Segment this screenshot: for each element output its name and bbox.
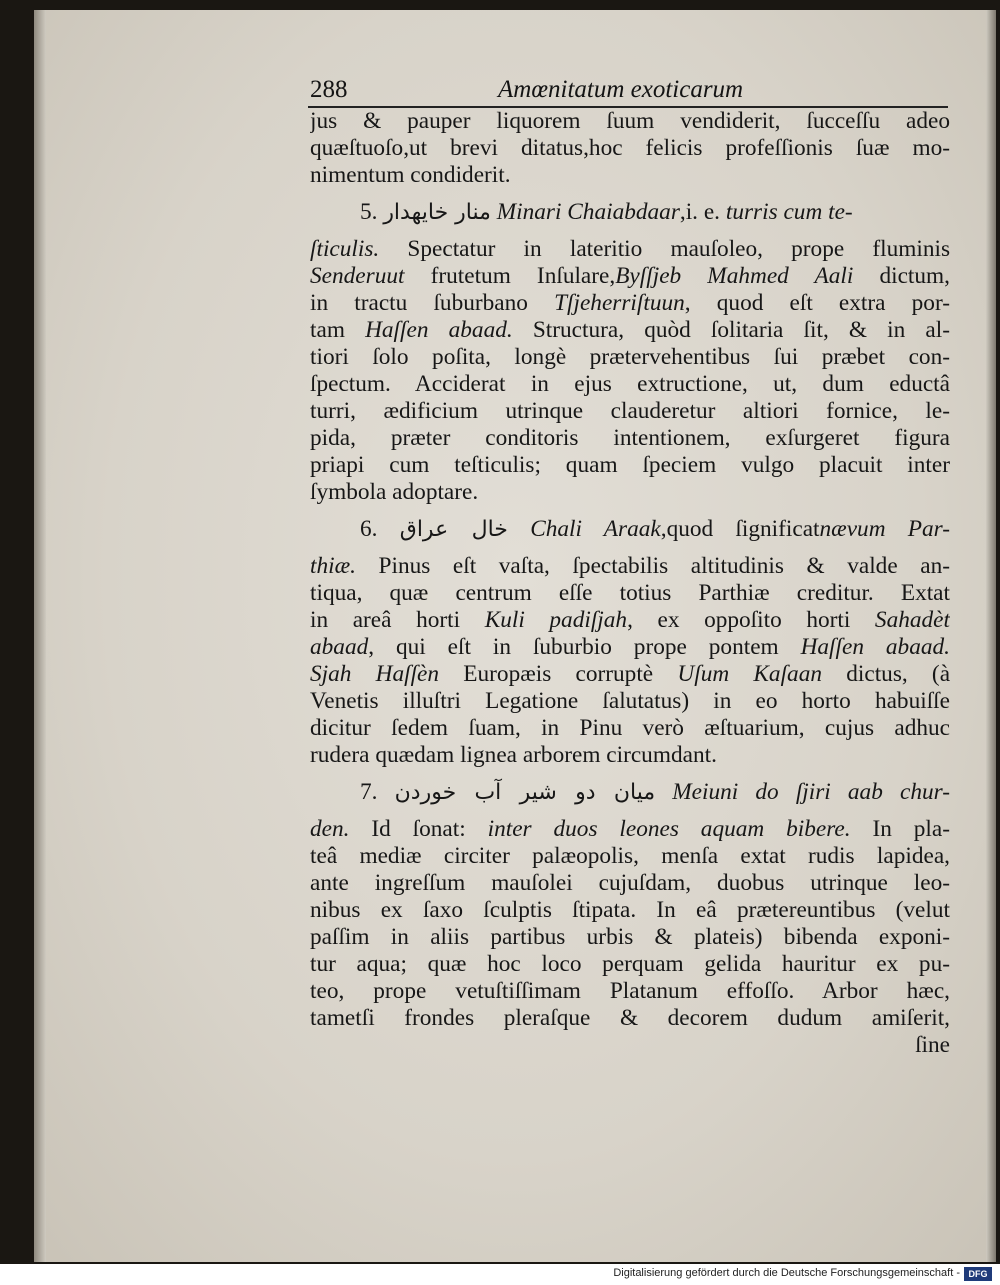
text-line <box>310 742 950 769</box>
entry-translation: turris cum te- <box>725 199 853 225</box>
text-line-content: ſymbola adoptare. <box>310 479 479 505</box>
entry-number: 6. <box>360 516 378 542</box>
italic-fragment: Kuli padiſjah <box>484 607 628 633</box>
text-line-content: rudera quædam lignea arborem circumdant. <box>310 742 717 768</box>
text-line-content: quæſtuoſo,ut brevi ditatus,hoc felicis profeſſionis ſuæ mo- <box>310 135 950 161</box>
text-fragment: ,i. e. <box>679 199 721 225</box>
text-line-content: ſpectum. Acciderat in ejus extructione, ut, dum eductâ <box>310 371 950 397</box>
arabic-name: ميان دو شير آب خوردن <box>394 780 656 805</box>
text-line <box>310 290 950 317</box>
catchword <box>310 1032 950 1059</box>
text-fragment: In pla- <box>872 816 950 842</box>
text-line <box>310 715 950 742</box>
italic-fragment: Haſſen abaad. <box>800 634 950 660</box>
text-line-content: tur aqua; quæ hoc loco perquam gelida hauritur ex pu- <box>310 951 950 977</box>
italic-fragment: thiæ. <box>310 553 356 579</box>
text-line-content: dicitur ſedem ſuam, in Pinu verò æſtuarium, cujus adhuc <box>310 715 950 741</box>
entry-heading-6 <box>310 506 950 553</box>
text-line-content: jus & pauper liquorem ſuum vendiderit, ſucceſſu adeo <box>310 108 950 134</box>
entry-name: Minari Chaiabdaar <box>496 199 680 225</box>
text-fragment: ,quod ſignificat <box>660 516 820 542</box>
page-number: 288 <box>310 76 348 103</box>
entry-name: Meiuni do ſjiri aab chur- <box>672 779 950 805</box>
text-fragment: , quod eſt extra por- <box>684 290 950 316</box>
footer-bar <box>0 1264 1000 1285</box>
text-fragment: Pinus eſt vaſta, ſpectabilis altitudinis & valde an- <box>378 553 950 579</box>
text-line-content: nimentum condiderit. <box>310 162 511 188</box>
text-fragment: in areâ horti <box>310 607 461 633</box>
text-line <box>310 479 950 506</box>
italic-fragment: Tſjeherriſtuun <box>554 290 685 316</box>
text-fragment: dictus, (à <box>846 661 950 687</box>
text-line <box>310 108 950 135</box>
entry-translation: nævum Par- <box>819 516 950 542</box>
entry-heading-7 <box>310 769 950 816</box>
text-line-content: paſſim in aliis partibus urbis & plateis) bibenda exponi- <box>310 924 950 950</box>
italic-fragment: abaad <box>310 634 369 660</box>
page-edge-right <box>986 10 996 1262</box>
text-line-content: Venetis illuſtri Legatione ſalutatus) in eo horto habuiſſe <box>310 688 950 714</box>
text-line <box>310 344 950 371</box>
text-line-content: tiori ſolo poſita, longè prætervehentibus ſui præbet con- <box>310 344 950 370</box>
italic-fragment: den. <box>310 816 350 842</box>
italic-fragment: Uſum Kaſaan <box>677 661 822 687</box>
running-title: Amœnitatum exoticarum <box>498 76 744 103</box>
italic-fragment: Haſſen abaad. <box>365 317 513 343</box>
text-line <box>310 236 950 263</box>
text-line-content: teâ mediæ circiter palæopolis, menſa extat rudis lapidea, <box>310 843 950 869</box>
text-line <box>310 843 950 870</box>
text-fragment: Spectatur in lateritio mauſoleo, prope fluminis <box>407 236 950 262</box>
funding-credit: Digitalisierung gefördert durch die Deutsche Forschungsgemeinschaft - <box>613 1267 960 1279</box>
text-line <box>310 580 950 607</box>
text-fragment: frutetum Inſulare, <box>430 263 616 289</box>
italic-fragment: Sahadèt <box>874 607 950 633</box>
italic-fragment: Sjah Haſſèn <box>310 661 440 687</box>
text-line <box>310 452 950 479</box>
text-line <box>310 553 950 580</box>
page-edge-left <box>34 10 46 1262</box>
text-line-content: teo, prope vetuſtiſſimam Platanum effoſſo. Arbor hæc, <box>310 978 950 1004</box>
text-line <box>310 371 950 398</box>
text-line <box>310 135 950 162</box>
entry-name: Chali Araak <box>530 516 661 542</box>
text-line-content: tametſi frondes pleraſque & decorem dudum amiſerit, <box>310 1005 950 1031</box>
text-line <box>310 924 950 951</box>
text-line <box>310 1005 950 1032</box>
italic-fragment: Byſſjeb Mahmed Aali <box>615 263 854 289</box>
text-fragment: dictum, <box>879 263 950 289</box>
text-line-content: pida, præter conditoris intentionem, exſurgeret figura <box>310 425 950 451</box>
text-fragment: in tractu ſuburbano <box>310 290 528 316</box>
text-line <box>310 816 950 843</box>
text-fragment: tam <box>310 317 345 343</box>
italic-fragment: Senderuut <box>310 263 405 289</box>
text-line-content: tiqua, quæ centrum eſſe totius Parthiæ creditur. Extat <box>310 580 950 606</box>
body-text <box>310 108 950 1059</box>
text-line <box>310 978 950 1005</box>
text-line <box>310 425 950 452</box>
italic-fragment: inter duos leones aquam bibere. <box>487 816 851 842</box>
entry-heading-5 <box>310 189 950 236</box>
text-fragment: , qui eſt in ſuburbio prope pontem <box>368 634 779 660</box>
text-line <box>310 688 950 715</box>
text-line <box>310 661 950 688</box>
text-fragment: Structura, quòd ſolitaria ſit, & in al- <box>532 317 950 343</box>
text-line <box>310 897 950 924</box>
text-fragment: , ex oppoſito horti <box>627 607 851 633</box>
text-fragment: Europæis corruptè <box>463 661 654 687</box>
text-line-content: priapi cum teſticulis; quam ſpeciem vulgo placuit inter <box>310 452 950 478</box>
dfg-logo-icon: DFG <box>964 1267 992 1281</box>
entry-number: 7. <box>360 779 378 805</box>
page-header <box>308 76 948 106</box>
text-line <box>310 634 950 661</box>
text-line <box>310 317 950 344</box>
text-line <box>310 951 950 978</box>
arabic-name: منار خايهدار <box>383 200 491 225</box>
text-line-content: ante ingreſſum mauſolei cujuſdam, duobus utrinque leo- <box>310 870 950 896</box>
text-line-content: turri, ædificium utrinque clauderetur altiori fornice, le- <box>310 398 950 424</box>
text-line <box>310 263 950 290</box>
text-line <box>310 607 950 634</box>
entry-number: 5. <box>360 199 378 225</box>
text-line <box>310 870 950 897</box>
text-fragment: Id ſonat: <box>371 816 466 842</box>
text-line-content: nibus ex ſaxo ſculptis ſtipata. In eâ prætereuntibus (velut <box>310 897 950 923</box>
arabic-name: خال عراق <box>399 517 508 542</box>
catchword-text: ſine <box>915 1032 950 1058</box>
text-line <box>310 398 950 425</box>
italic-fragment: ſticulis. <box>310 236 380 262</box>
text-line <box>310 162 950 189</box>
